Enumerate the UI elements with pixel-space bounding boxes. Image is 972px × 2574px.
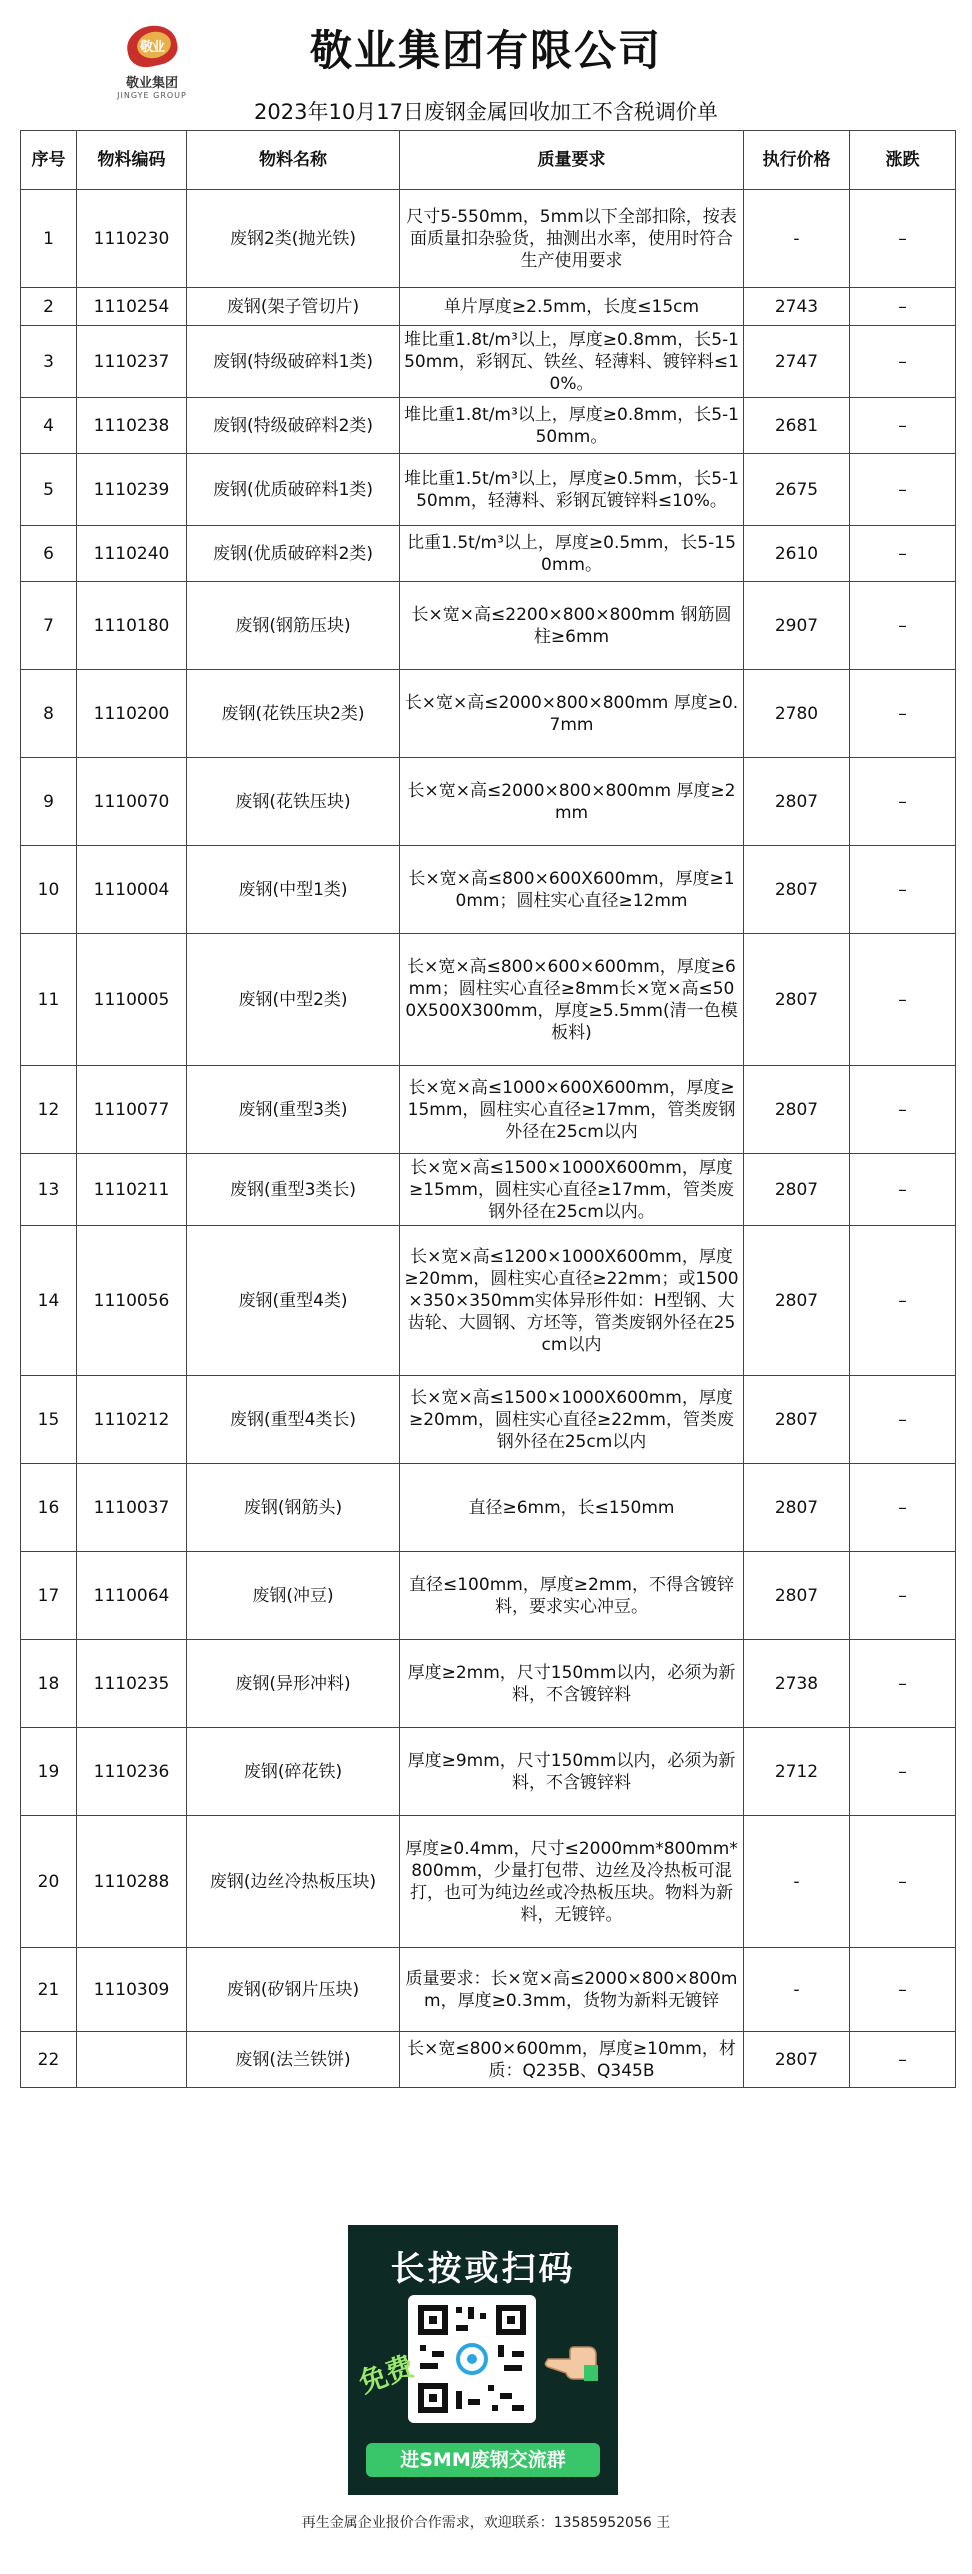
cell-price: 2738 — [744, 1640, 850, 1728]
header-change: 涨跌 — [850, 131, 956, 190]
qr-free-label: 免费 — [354, 2349, 419, 2400]
cell-code: 1110238 — [77, 398, 187, 454]
cell-change: – — [850, 1640, 956, 1728]
cell-seq: 14 — [21, 1226, 77, 1376]
cell-seq: 8 — [21, 670, 77, 758]
cell-seq: 2 — [21, 288, 77, 326]
cell-change: – — [850, 398, 956, 454]
cell-name: 废钢(优质破碎料1类) — [187, 454, 400, 526]
cell-code: 1110212 — [77, 1376, 187, 1464]
document-header — [0, 0, 972, 130]
cell-seq: 13 — [21, 1154, 77, 1226]
cell-change: – — [850, 1154, 956, 1226]
header-name: 物料名称 — [187, 131, 400, 190]
cell-change: – — [850, 526, 956, 582]
cell-price: 2675 — [744, 454, 850, 526]
cell-name: 废钢(架子管切片) — [187, 288, 400, 326]
cell-price: 2610 — [744, 526, 850, 582]
table-row — [21, 934, 956, 1066]
cell-requirement: 长×宽×高≤1500×1000X600mm，厚度≥20mm，圆柱实心直径≥22mm，管类废钢外径在25cm以内 — [400, 1376, 744, 1464]
cell-price: 2807 — [744, 934, 850, 1066]
cell-price: - — [744, 1816, 850, 1948]
cell-name: 废钢(花铁压块2类) — [187, 670, 400, 758]
cell-seq: 17 — [21, 1552, 77, 1640]
table-row — [21, 1948, 956, 2032]
cell-requirement: 长×宽≤800×600mm，厚度≥10mm，材质：Q235B、Q345B — [400, 2032, 744, 2088]
cell-name: 废钢(中型2类) — [187, 934, 400, 1066]
cell-code: 1110004 — [77, 846, 187, 934]
cell-code: 1110239 — [77, 454, 187, 526]
cell-price: 2807 — [744, 2032, 850, 2088]
cell-change: – — [850, 1816, 956, 1948]
cell-requirement: 厚度≥9mm，尺寸150mm以内，必须为新料，不含镀锌料 — [400, 1728, 744, 1816]
cell-name: 废钢(重型3类长) — [187, 1154, 400, 1226]
table-row — [21, 1066, 956, 1154]
logo-name-en: JINGYE GROUP — [117, 91, 187, 100]
cell-code: 1110180 — [77, 582, 187, 670]
cell-price: 2780 — [744, 670, 850, 758]
cell-price: 2807 — [744, 1066, 850, 1154]
cell-requirement: 单片厚度≥2.5mm，长度≤15cm — [400, 288, 744, 326]
cell-requirement: 尺寸5-550mm，5mm以下全部扣除，按表面质量扣杂验货，抽测出水率，使用时符合生产使用要求 — [400, 190, 744, 288]
pointing-hand-icon — [544, 2337, 600, 2385]
table-row — [21, 758, 956, 846]
cell-seq: 4 — [21, 398, 77, 454]
cell-code: 1110064 — [77, 1552, 187, 1640]
cell-seq: 19 — [21, 1728, 77, 1816]
cell-name: 废钢(重型4类长) — [187, 1376, 400, 1464]
cell-seq: 6 — [21, 526, 77, 582]
cell-name: 废钢(碎花铁) — [187, 1728, 400, 1816]
header-seq: 序号 — [21, 131, 77, 190]
table-row — [21, 454, 956, 526]
cell-change: – — [850, 934, 956, 1066]
cell-requirement: 长×宽×高≤2000×800×800mm 厚度≥0.7mm — [400, 670, 744, 758]
table-row — [21, 1376, 956, 1464]
logo-name-cn: 敬业集团 — [125, 76, 178, 91]
qr-join-bar[interactable]: 进SMM废钢交流群 — [366, 2443, 600, 2477]
qr-promo[interactable] — [348, 2225, 618, 2495]
cell-price: - — [744, 1948, 850, 2032]
cell-change: – — [850, 1728, 956, 1816]
cell-change: – — [850, 1376, 956, 1464]
cell-name: 废钢(重型4类) — [187, 1226, 400, 1376]
cell-requirement: 堆比重1.8t/m³以上，厚度≥0.8mm，长5-150mm。 — [400, 398, 744, 454]
cell-name: 废钢(异形冲料) — [187, 1640, 400, 1728]
cell-seq: 3 — [21, 326, 77, 398]
table-row — [21, 1154, 956, 1226]
cell-code: 1110200 — [77, 670, 187, 758]
cell-seq: 22 — [21, 2032, 77, 2088]
qr-title: 长按或扫码 — [390, 2249, 576, 2289]
cell-name: 废钢(优质破碎料2类) — [187, 526, 400, 582]
table-row — [21, 526, 956, 582]
cell-seq: 7 — [21, 582, 77, 670]
footer-contact: 再生金属企业报价合作需求，欢迎联系：13585952056 王 — [301, 2515, 671, 2531]
cell-price: 2681 — [744, 398, 850, 454]
cell-code: 1110240 — [77, 526, 187, 582]
cell-name: 废钢(中型1类) — [187, 846, 400, 934]
cell-code: 1110288 — [77, 1816, 187, 1948]
logo-mark-text: 敬业 — [139, 40, 164, 55]
cell-code: 1110056 — [77, 1226, 187, 1376]
cell-name: 废钢(矽钢片压块) — [187, 1948, 400, 2032]
cell-price: 2807 — [744, 1464, 850, 1552]
cell-change: – — [850, 582, 956, 670]
cell-seq: 12 — [21, 1066, 77, 1154]
cell-name: 废钢(钢筋头) — [187, 1464, 400, 1552]
table-row — [21, 1640, 956, 1728]
cell-code: 1110254 — [77, 288, 187, 326]
cell-seq: 11 — [21, 934, 77, 1066]
cell-seq: 16 — [21, 1464, 77, 1552]
cell-requirement: 比重1.5t/m³以上，厚度≥0.5mm，长5-150mm。 — [400, 526, 744, 582]
cell-requirement: 厚度≥2mm，尺寸150mm以内，必须为新料，不含镀锌料 — [400, 1640, 744, 1728]
cell-code: 1110077 — [77, 1066, 187, 1154]
cell-code: 1110235 — [77, 1640, 187, 1728]
cell-name: 废钢(重型3类) — [187, 1066, 400, 1154]
cell-change: – — [850, 288, 956, 326]
cell-code: 1110237 — [77, 326, 187, 398]
cell-requirement: 长×宽×高≤1500×1000X600mm，厚度≥15mm，圆柱实心直径≥17mm，管类废钢外径在25cm以内。 — [400, 1154, 744, 1226]
header-code: 物料编码 — [77, 131, 187, 190]
table-row — [21, 670, 956, 758]
table-row — [21, 2032, 956, 2088]
cell-code: 1110211 — [77, 1154, 187, 1226]
cell-price: 2712 — [744, 1728, 850, 1816]
table-row — [21, 398, 956, 454]
cell-change: – — [850, 190, 956, 288]
cell-code: 1110309 — [77, 1948, 187, 2032]
table-row — [21, 190, 956, 288]
cell-name: 废钢(花铁压块) — [187, 758, 400, 846]
cell-price: 2807 — [744, 846, 850, 934]
cell-change: – — [850, 326, 956, 398]
table-row — [21, 1552, 956, 1640]
cell-requirement: 直径≥6mm，长≤150mm — [400, 1464, 744, 1552]
cell-code: 1110230 — [77, 190, 187, 288]
cell-requirement: 长×宽×高≤1200×1000X600mm，厚度≥20mm，圆柱实心直径≥22mm；或1500×350×350mm实体异形件如：H型钢、大齿轮、大圆钢、方坯等，管类废钢外径在25cm以内 — [400, 1226, 744, 1376]
cell-change: – — [850, 846, 956, 934]
cell-requirement: 厚度≥0.4mm，尺寸≤2000mm*800mm*800mm，少量打包带、边丝及冷热板可混打，也可为纯边丝或冷热板压块。物料为新料，无镀锌。 — [400, 1816, 744, 1948]
cell-code: 1110070 — [77, 758, 187, 846]
table-header-row — [21, 131, 956, 190]
table-row — [21, 1728, 956, 1816]
header-price: 执行价格 — [744, 131, 850, 190]
table-row — [21, 1816, 956, 1948]
cell-price: 2807 — [744, 1376, 850, 1464]
table-row — [21, 846, 956, 934]
cell-name: 废钢(边丝冷热板压块) — [187, 1816, 400, 1948]
cell-requirement: 堆比重1.5t/m³以上，厚度≥0.5mm，长5-150mm，轻薄料、彩钢瓦镀锌料≤10%。 — [400, 454, 744, 526]
cell-change: – — [850, 2032, 956, 2088]
cell-name: 废钢(特级破碎料1类) — [187, 326, 400, 398]
cell-code: 1110005 — [77, 934, 187, 1066]
cell-seq: 18 — [21, 1640, 77, 1728]
cell-requirement: 长×宽×高≤2000×800×800mm 厚度≥2mm — [400, 758, 744, 846]
cell-requirement: 长×宽×高≤800×600X600mm，厚度≥10mm；圆柱实心直径≥12mm — [400, 846, 744, 934]
table-body — [21, 190, 956, 2088]
cell-name: 废钢(特级破碎料2类) — [187, 398, 400, 454]
cell-change: – — [850, 454, 956, 526]
cell-requirement: 直径≤100mm，厚度≥2mm，不得含镀锌料，要求实心冲豆。 — [400, 1552, 744, 1640]
cell-price: 2807 — [744, 1226, 850, 1376]
cell-change: – — [850, 1464, 956, 1552]
table-row — [21, 288, 956, 326]
cell-name: 废钢(冲豆) — [187, 1552, 400, 1640]
cell-price: 2747 — [744, 326, 850, 398]
cell-seq: 21 — [21, 1948, 77, 2032]
table-row — [21, 582, 956, 670]
price-table — [20, 130, 956, 2088]
table-row — [21, 326, 956, 398]
table-row — [21, 1464, 956, 1552]
cell-requirement: 长×宽×高≤2200×800×800mm 钢筋圆柱≥6mm — [400, 582, 744, 670]
company-title: 敬业集团有限公司 — [309, 26, 662, 75]
cell-seq: 1 — [21, 190, 77, 288]
cell-change: – — [850, 670, 956, 758]
cell-name: 废钢(钢筋压块) — [187, 582, 400, 670]
cell-price: 2807 — [744, 1154, 850, 1226]
cell-name: 废钢(法兰铁饼) — [187, 2032, 400, 2088]
cell-price: 2907 — [744, 582, 850, 670]
cell-price: - — [744, 190, 850, 288]
cell-change: – — [850, 1066, 956, 1154]
cell-seq: 20 — [21, 1816, 77, 1948]
cell-requirement: 长×宽×高≤800×600×600mm，厚度≥6mm；圆柱实心直径≥8mm长×宽×高≤500X500X300mm，厚度≥5.5mm(清一色模板料) — [400, 934, 744, 1066]
cell-change: – — [850, 1226, 956, 1376]
cell-seq: 15 — [21, 1376, 77, 1464]
cell-code — [77, 2032, 187, 2088]
cell-code: 1110037 — [77, 1464, 187, 1552]
cell-change: – — [850, 1948, 956, 2032]
cell-change: – — [850, 758, 956, 846]
cell-requirement: 长×宽×高≤1000×600X600mm，厚度≥15mm，圆柱实心直径≥17mm，管类废钢外径在25cm以内 — [400, 1066, 744, 1154]
header-requirement: 质量要求 — [400, 131, 744, 190]
cell-seq: 9 — [21, 758, 77, 846]
cell-price: 2743 — [744, 288, 850, 326]
cell-name: 废钢2类(抛光铁) — [187, 190, 400, 288]
table-row — [21, 1226, 956, 1376]
cell-code: 1110236 — [77, 1728, 187, 1816]
cell-requirement: 堆比重1.8t/m³以上，厚度≥0.8mm，长5-150mm，彩钢瓦、铁丝、轻薄料、镀锌料≤10%。 — [400, 326, 744, 398]
cell-seq: 5 — [21, 454, 77, 526]
cell-price: 2807 — [744, 1552, 850, 1640]
cell-change: – — [850, 1552, 956, 1640]
cell-seq: 10 — [21, 846, 77, 934]
cell-price: 2807 — [744, 758, 850, 846]
qr-code-icon[interactable] — [408, 2295, 536, 2423]
cell-requirement: 质量要求：长×宽×高≤2000×800×800mm，厚度≥0.3mm，货物为新料无镀锌 — [400, 1948, 744, 2032]
document-subtitle: 2023年10月17日废钢金属回收加工不含税调价单 — [254, 100, 718, 124]
